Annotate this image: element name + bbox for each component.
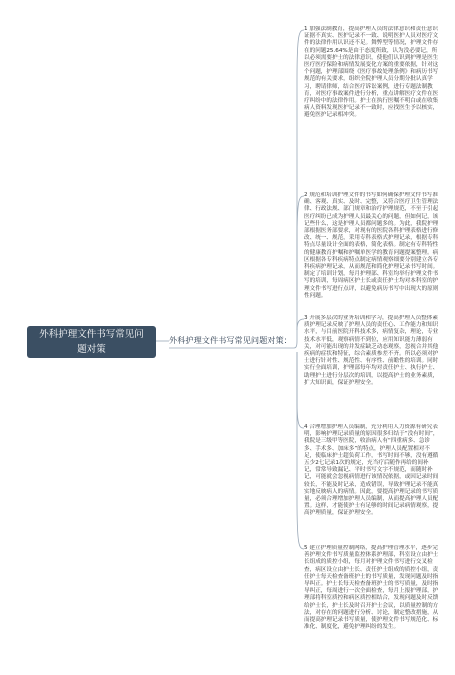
item-node-1[interactable] — [304, 26, 439, 170]
root-node[interactable] — [27, 326, 156, 358]
branch-to-item-3-connector — [297, 319, 304, 330]
item-text-4: 4 合理增加护理人员编制，充分利用人力资源有研究表明，影响护理记录质量的原因很多归结于“没有时间”，我院是三级甲等医院，收治病人有“四重病多、急诊多、手术多、加床多”的特点，护理人员配置相对不足，使临床护士超负荷工作，书写时间不够，没有遵循五少2七记录1次的规定，充当疗后随作再给的间补记，常常导致漏记、平时书写文字不规范，而随时补记，可能就会忽视病情进行该情况依据，或因记录时间较长，不能及时记录，造成错误，导致护理记录不能真实地反映病人的病情。因此，要提高护理记录的书写质量，必须合理增加护理人员编制，从而提高护理人员配置。这样，才能使护士有足够的时间记录病情观察，提高护理质量，保证护理安全。 — [304, 424, 439, 517]
item-node-4[interactable] — [304, 424, 439, 536]
item-text-1: 1 加强法制教育，提高护理人员的法律意识和责任意识证据不真实、医护记录不一致、说明医护人员对医疗文件的法律作用认识还不足。舞弊型等情况，护理文件存在的问题25.64%是由于态度所致，认为没必要记，所以必须需要护士的法律意识，使他们认识到护理是医生医疗医疗保险和病情发展变化方案的重要依据，针对这个问题，护理部围绕《医疗事故处理条例》和病历书写规范的有关要求，组织全院护理人员分期分批认真学习，聘请律师，结合医疗诉讼案例，进行专题法制教育，对医疗事故案件进行分析，重点讲解医疗文件在医疗纠纷中的法律作用。护士在执行医嘱不明白或在收集病人资料发现医护记录不一致时，应找医生予以核实，避免医护记录相冲突。 — [304, 26, 439, 119]
item-text-3: 3 开展多层次的业务培训和学习，提高护理人员整体素质护理记录反映了护理人员的责任心、工作能力和知识水平，与目前医院开科技术多，病情复杂，理论，专业技术水平低，观察病情不到位，应用知识能力薄弱有关，对可能出现的并发症缺乏动态观察，忽视合并其他疾病的症状和特征，综合素质参差不齐。所以必须对护士进行针对性、规范性、有序性、前瞻性的培训。同时实行全面培训，护理部每年均对责任护士、执行护士、助理护士进行分层次的培训，以提高护士的业务素质，扩大知识面，保证护理安全。 — [304, 315, 439, 386]
item-node-5[interactable] — [304, 545, 439, 660]
branch-label: 外科护理文件书写常见问题对策： — [169, 335, 292, 345]
branch-to-item-5-connector — [297, 352, 304, 549]
item-text-5: 5 建立护理质量控制网络，提高护理管理水平，逐步完善护理文件书写质量监控体系护理部，科室设立由护士长组成的质控小组，每月对护理文件书写进行交叉检查，病区设立由护士长、责任护士组成的质控小组，责任护士每天检查备班护士的书写质量，发现问题及时指导纠正。护士长每天检查备班护士的书写质量，及时指导纠正，每周进行一次全面检查，每月上报护理部，护理部将科室质控和病区质控相结合，发现问题及时反馈给护士长，护士长及时召开护士会议，以质量控制的方法，对存在的问题进行分析、讨论，制定整改措施，从而提高护理记录书写质量，使护理文件书写规范化、标准化、制度化，避免护理纠纷的发生。 — [304, 545, 439, 631]
root-title: 外科护理文件书写常见问题对策 — [39, 329, 144, 355]
item-node-3[interactable] — [304, 315, 439, 413]
branch-node[interactable] — [169, 333, 291, 347]
branch-to-item-2-connector — [297, 196, 304, 300]
item-text-2: 2 规范和培训护理文件的书写如何确保护理文件书写准确、客观、真实、及时、完整，又符合医疗卫生管理法律、行政法规、部门规章和治疗护理规范，不至于引起医疗纠纷已成为护理人员最关心的问题，但如何记，该记些什么，这是护理人员都问题多的。为此，我院护理部根据医务部要求，对现有的医院各科护理表格进行修改、统一、规范，采用专科表格式护理记录，根据专科特点尽量设计全面的表格，简化表格。制定有专科特性的健康教育护嘱和护嘱单医学的教育问题提案整理。病区根据各专科疾病特点制定病情观察细要分别建立各专科疾病护理记录，从而规范和简化护理记录书写时间。制定了培训计划，每月护理部、科室均举行护理文件书写的培训，每周病区护士长或责任护士均对本科室的护理文件书写进行点评，以避免病历书写中出现大的原则性问题。 — [304, 192, 439, 299]
branch-to-item-1-connector — [291, 30, 304, 348]
branch-to-item-4-connector — [297, 352, 304, 428]
item-node-2[interactable] — [304, 192, 439, 310]
